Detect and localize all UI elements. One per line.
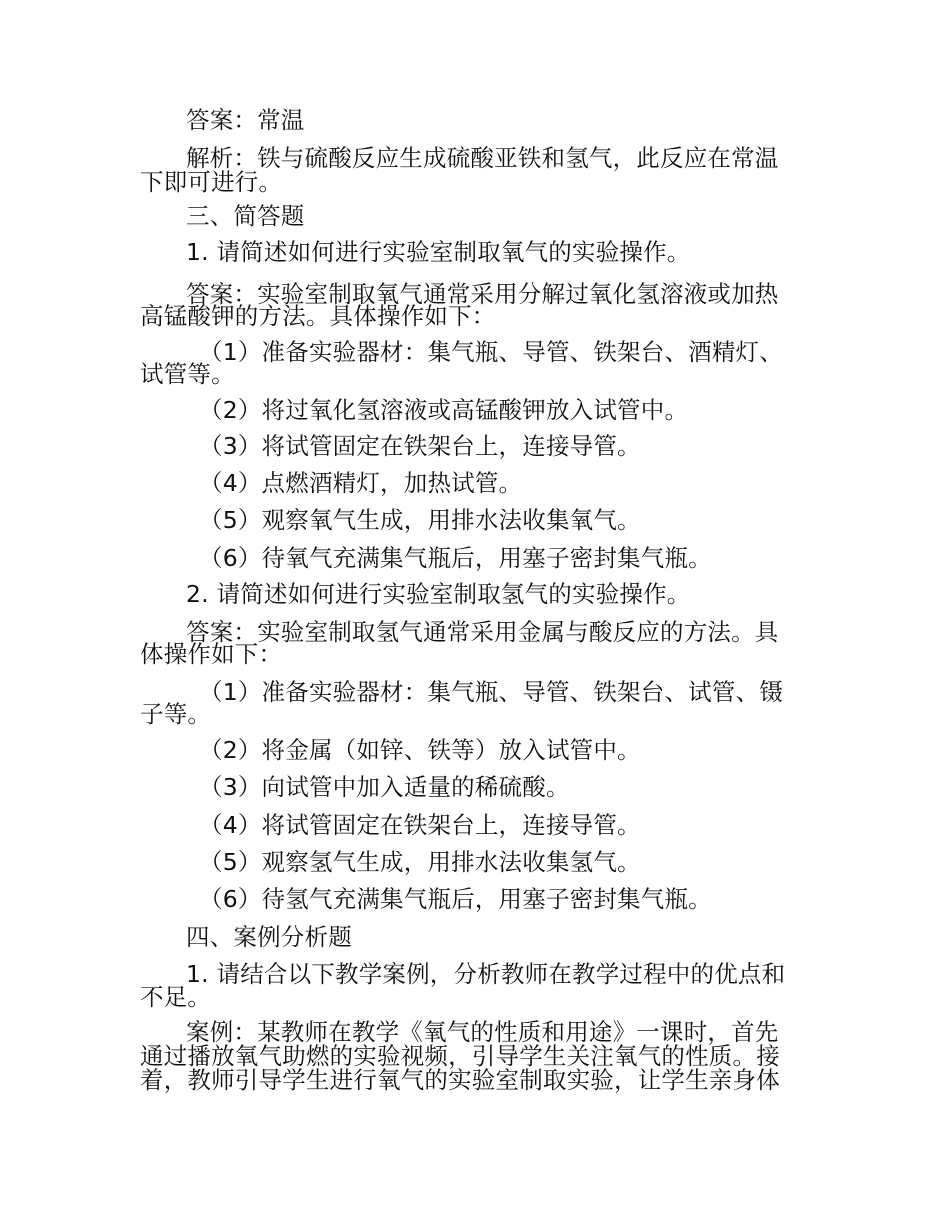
question-1-step: （2）将过氧化氢溶液或高锰酸钾放入试管中。 bbox=[199, 396, 689, 424]
case-question-title: 1. 请结合以下教学案例，分析教师在教学过程中的优点和 bbox=[186, 960, 786, 988]
analysis-line-continued: 下即可进行。 bbox=[140, 168, 283, 196]
question-1-step: （6）待氧气充满集气瓶后，用塞子密封集气瓶。 bbox=[199, 544, 712, 572]
answer-line: 答案：常温 bbox=[186, 106, 305, 134]
question-2-step: （1）准备实验器材：集气瓶、导管、铁架台、试管、镊 bbox=[199, 678, 783, 706]
section-heading-case-analysis: 四、案例分析题 bbox=[186, 923, 352, 951]
case-text-line: 通过播放氧气助燃的实验视频，引导学生关注氧气的性质。接 bbox=[140, 1042, 780, 1070]
case-text-line: 案例：某教师在教学《氧气的性质和用途》一课时，首先 bbox=[186, 1018, 779, 1046]
question-2-title: 2. 请简述如何进行实验室制取氢气的实验操作。 bbox=[186, 580, 691, 608]
question-1-step: （1）准备实验器材：集气瓶、导管、铁架台、酒精灯、 bbox=[199, 338, 783, 366]
analysis-line: 解析：铁与硫酸反应生成硫酸亚铁和氢气，此反应在常温 bbox=[186, 144, 779, 172]
case-text-line: 着，教师引导学生进行氧气的实验室制取实验，让学生亲身体 bbox=[140, 1066, 780, 1094]
question-1-answer-continued: 高锰酸钾的方法。具体操作如下： bbox=[140, 302, 496, 330]
question-2-step-continued: 子等。 bbox=[140, 700, 212, 728]
section-heading-short-answer: 三、简答题 bbox=[186, 202, 305, 230]
question-1-title: 1. 请简述如何进行实验室制取氧气的实验操作。 bbox=[186, 238, 691, 266]
question-2-answer: 答案：实验室制取氢气通常采用金属与酸反应的方法。具 bbox=[186, 618, 779, 646]
question-2-step: （2）将金属（如锌、铁等）放入试管中。 bbox=[199, 736, 641, 764]
question-2-answer-continued: 体操作如下： bbox=[140, 640, 283, 668]
question-2-step: （3）向试管中加入适量的稀硫酸。 bbox=[199, 773, 570, 801]
case-question-title-continued: 不足。 bbox=[140, 983, 212, 1011]
question-1-step-continued: 试管等。 bbox=[140, 360, 235, 388]
question-1-step: （4）点燃酒精灯，加热试管。 bbox=[199, 469, 523, 497]
question-1-answer: 答案：实验室制取氧气通常采用分解过氧化氢溶液或加热 bbox=[186, 280, 779, 308]
question-1-step: （5）观察氧气生成，用排水法收集氧气。 bbox=[199, 506, 641, 534]
question-2-step: （6）待氢气充满集气瓶后，用塞子密封集气瓶。 bbox=[199, 885, 712, 913]
question-1-step: （3）将试管固定在铁架台上，连接导管。 bbox=[199, 432, 641, 460]
question-2-step: （5）观察氢气生成，用排水法收集氢气。 bbox=[199, 848, 641, 876]
question-2-step: （4）将试管固定在铁架台上，连接导管。 bbox=[199, 811, 641, 839]
